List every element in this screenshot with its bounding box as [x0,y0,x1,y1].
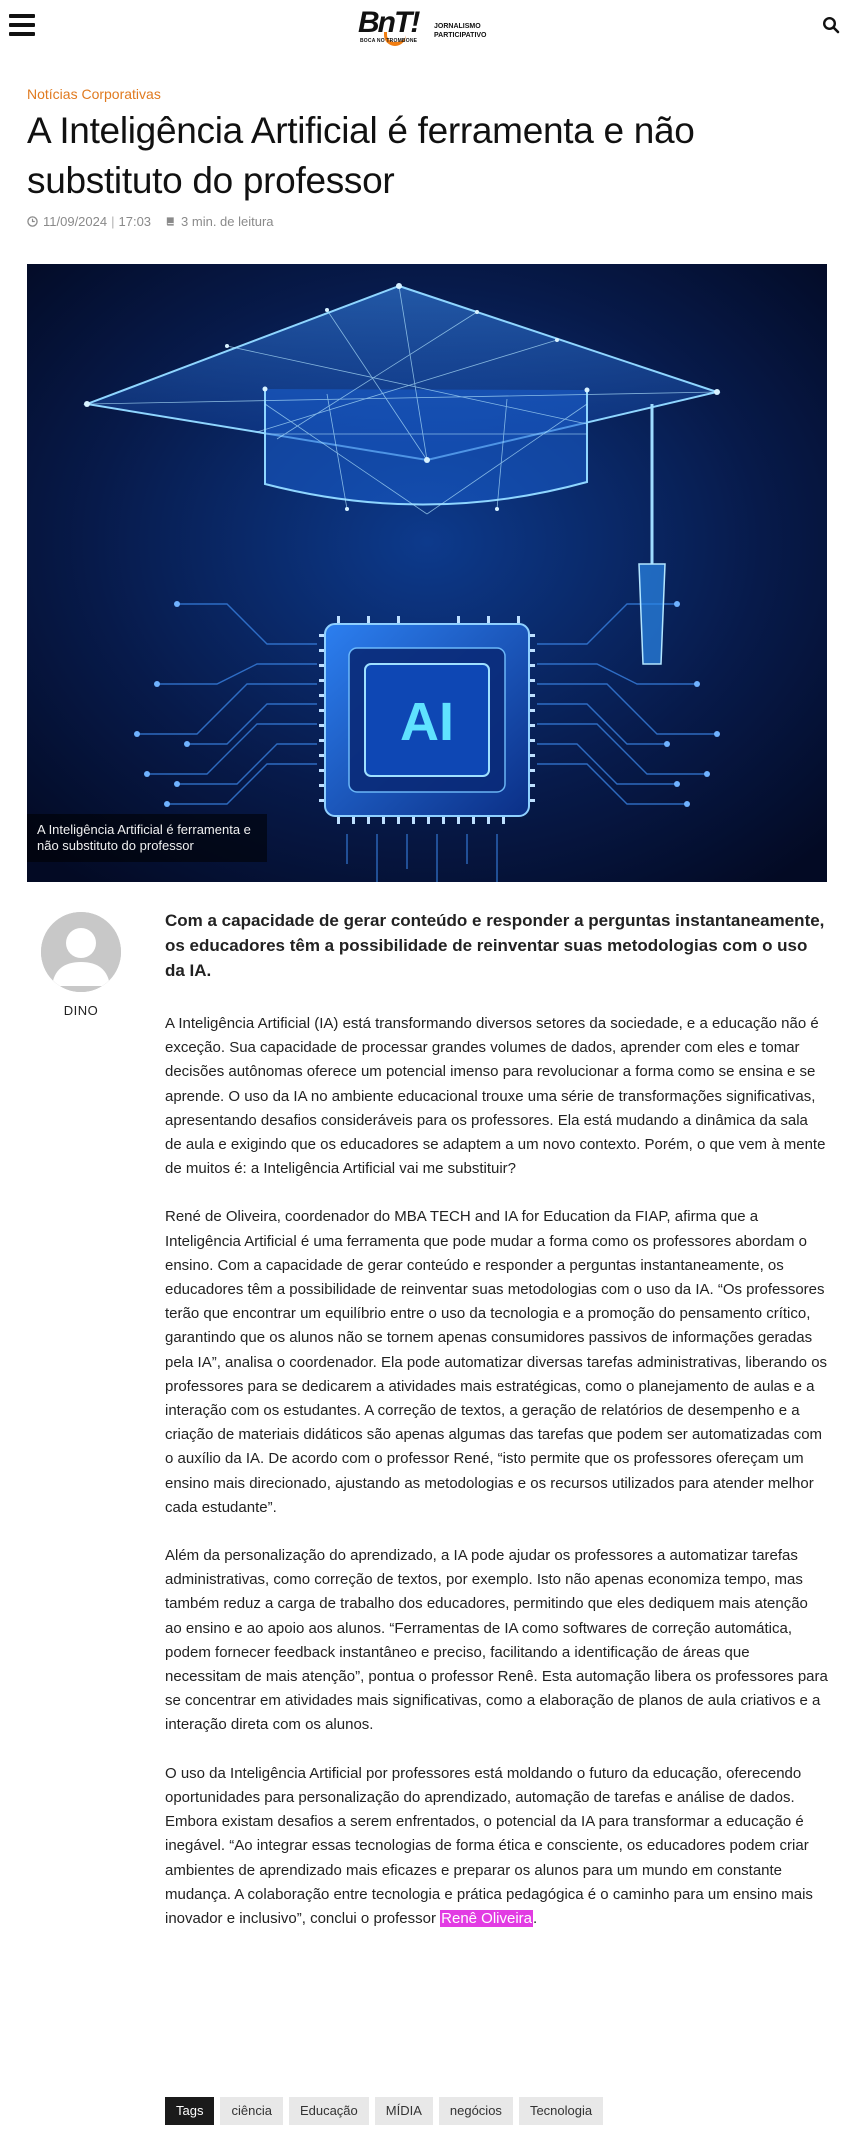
category-link[interactable]: Notícias Corporativas [27,86,161,102]
tag-educacao[interactable]: Educação [289,2097,369,2125]
tags-bar [165,2097,603,2125]
top-bar [0,0,860,52]
hamburger-menu-icon[interactable] [9,14,35,36]
logo-tagline [434,22,487,40]
user-silhouette-icon [41,912,121,992]
tag-negocios[interactable]: negócios [439,2097,513,2125]
book-icon [165,216,176,227]
tags-label: Tags [165,2097,214,2125]
site-logo[interactable] [358,4,498,50]
logo-tagline-line-2: PARTICIPATIVO [434,32,487,39]
publish-time: 17:03 [118,214,152,229]
clock-icon [27,216,38,227]
chip-ai-label: AI [400,692,454,752]
logo-sub: BOCA NO TROMBONE [360,38,418,44]
image-caption: A Inteligência Artificial é ferramenta e não substituto do professor [27,814,267,862]
publish-date: 11/09/2024 [43,214,108,229]
article-body [165,908,828,1955]
article-lead: Com a capacidade de gerar conteúdo e responder a perguntas instantaneamente, os educadores têm a possibilidade de reinventar suas metodologias com o uso da IA. [165,911,825,980]
paragraph-4-end: . [533,1909,538,1927]
reading-time: 3 min. de leitura [181,214,274,229]
article-paragraph-4 [165,1762,828,1931]
hero-image [27,264,827,882]
article-meta [27,214,274,229]
tag-tecnologia[interactable]: Tecnologia [519,2097,603,2125]
article-title: A Inteligência Artificial é ferramenta e não substituto do professor [27,110,695,201]
highlighted-author-name: Renê Oliveira [441,1909,533,1927]
article-paragraph-1: A Inteligência Artificial (IA) está transformando diversos setores da sociedade, e a educação não é exceção. Sua capacidade de processar grandes volumes de dados, aprender com eles e tomar decisões autônomas oferece um potencial imenso para revolucionar a forma como se ensina e se aprende. O uso da IA no ambiente educacional trouxe uma série de transformações significativas, apresentando desafios consideráveis para os professores. Ela está mudando a dinâmica da sala de aula e exigindo que os educadores se adaptem a um novo contexto. Porém, o que vem à mente de muitos é: a Inteligência Artificial vai me substituir? [165,1015,826,1178]
search-icon[interactable] [822,16,840,34]
meta-separator: | [111,214,115,229]
article-paragraph-2: René de Oliveira, coordenador do MBA TECH and IA for Education da FIAP, afirma que a Inteligência Artificial é uma ferramenta que pode mudar a forma como os professores abordam o ensino. Com a capacidade de gerar conteúdo e responder a perguntas instantaneamente, os educadores têm a possibilidade de reinventar suas metodologias com o uso da IA. “Os professores terão que encontrar um equilíbrio entre o uso da tecnologia e a promoção do pensamento crítico, garantindo que os alunos não se tornem apenas consumidores passivos de informações geradas pela IA”, analisa o coordenador. Ela pode automatizar diversas tarefas administrativas, liberando os professores para se dedicarem a atividades mais estratégicas, como o planejamento de aulas e a interação com os estudantes. A correção de textos, a geração de relatórios de desempenho e a criação de materiais didáticos são apenas algumas das tarefas que podem ser automatizadas com o auxílio da IA. De acordo com o professor René, “isto permite que os professores ofereçam um ensino mais direcionado, ajustando as metodologias e os recursos utilizados para atender melhor cada estudante”. [165,1208,828,1516]
author-name[interactable]: DINO [63,1003,99,1018]
article-paragraph-3: Além da personalização do aprendizado, a IA pode ajudar os professores a automatizar tarefas administrativas, como correção de textos, por exemplo. Isto não apenas economiza tempo, mas também reduz a carga de trabalho dos educadores, permitindo que eles dediquem mais atenção ao ensino e ao apoio aos alunos. “Ferramentas de IA como softwares de correção automática, podem fornecer feedback instantâneo e preciso, facilitando a identificação de áreas que necessitam de mais atenção”, pontua o professor Renê. Esta automação libera os professores para se concentrar em atividades mais significativas, como a elaboração de planos de aula criativos e a interação direta com os alunos. [165,1547,828,1734]
author-avatar[interactable] [41,912,121,992]
logo-tagline-line-1: JORNALISMO [434,23,481,30]
logo-mark: BnT! [358,6,419,39]
tag-midia[interactable]: MÍDIA [375,2097,433,2125]
tag-ciencia[interactable]: ciência [220,2097,282,2125]
paragraph-4-text: O uso da Inteligência Artificial por professores está moldando o futuro da educação, oferecendo oportunidades para personalização do aprendizado, automação de tarefas e análise de dados. Embora existam desafios a serem enfrentados, o potencial da IA para transformar a educação é inegável. “Ao integrar essas tecnologias de forma ética e consciente, os educadores podem criar ambientes de aprendizado mais eficazes e preparar os alunos para um mundo em constante mudança. A colaboração entre tecnologia e prática pedagógica é o caminho para um ensino mais inovador e inclusivo”, conclui o professor [165,1764,813,1927]
ai-graduation-cap-illustration [27,264,827,882]
